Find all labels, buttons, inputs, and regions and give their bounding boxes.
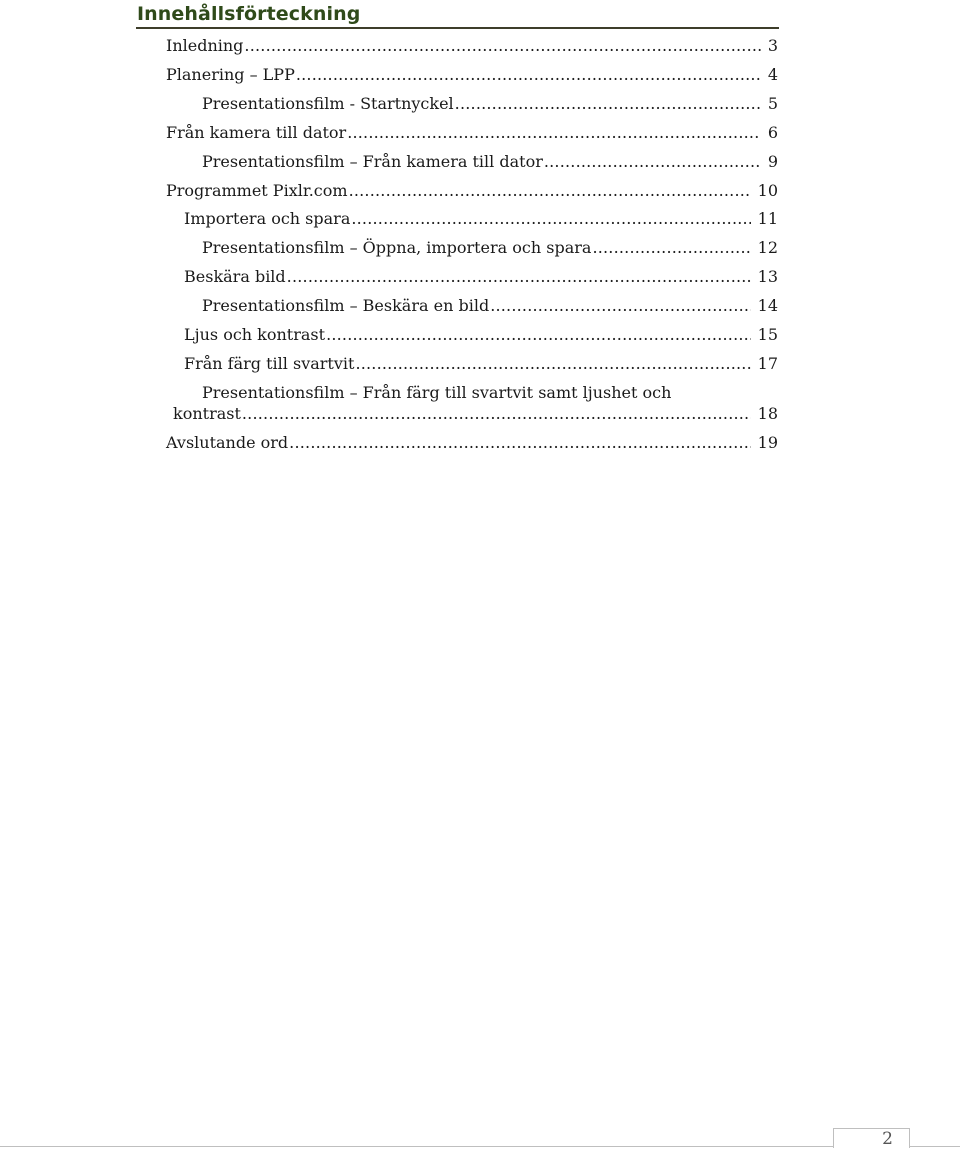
- toc-entry-beskara-bild[interactable]: [184, 266, 778, 288]
- dot-leader: [326, 324, 751, 346]
- heading-underline: [136, 27, 779, 29]
- toc-entry-page: 6: [767, 123, 778, 142]
- toc-entry-page: 19: [757, 433, 778, 452]
- toc-entry-ljus-och-kontrast[interactable]: [184, 324, 778, 346]
- dot-leader: [244, 35, 760, 57]
- toc-heading: Innehållsförteckning: [137, 3, 361, 25]
- dot-leader: [347, 122, 761, 144]
- dot-leader: [296, 64, 761, 86]
- toc-entry-title: Från kamera till dator: [166, 123, 347, 142]
- toc-entry-page: 14: [757, 296, 778, 315]
- toc-entry-title: Presentationsfilm – Öppna, importera och spara: [202, 238, 592, 257]
- toc-entry-title-line1[interactable]: Presentationsfilm – Från färg till svartvit samt ljushet och: [202, 383, 672, 402]
- toc-entry-fran-kamera-till-dator[interactable]: [166, 122, 778, 144]
- toc-entry-presentationsfilm-startnyckel[interactable]: [202, 93, 778, 115]
- toc-entry-programmet-pixlr[interactable]: [166, 180, 778, 202]
- toc-entry-page: 13: [757, 267, 778, 286]
- toc-entry-presentationsfilm-oppna[interactable]: [202, 237, 778, 259]
- toc-entry-presentationsfilm-fran-kamera[interactable]: [202, 151, 778, 173]
- toc-entry-presentationsfilm-farg-svartvit[interactable]: [173, 403, 778, 425]
- dot-leader: [289, 432, 750, 454]
- toc-entry-title: Presentationsfilm – Beskära en bild: [202, 296, 490, 315]
- dot-leader: [592, 237, 750, 259]
- toc-entry-page: 11: [757, 209, 778, 228]
- footer-rule: [0, 1146, 960, 1147]
- dot-leader: [287, 266, 751, 288]
- toc-entry-inledning[interactable]: [166, 35, 778, 57]
- toc-entry-title: Programmet Pixlr.com: [166, 181, 348, 200]
- toc-entry-title: Importera och spara: [184, 209, 351, 228]
- toc-entry-title: Presentationsfilm - Startnyckel: [202, 94, 454, 113]
- dot-leader: [355, 353, 750, 375]
- page-number-box: [833, 1128, 910, 1148]
- toc-entry-avslutande-ord[interactable]: [166, 432, 778, 454]
- toc-entry-page: 4: [767, 65, 778, 84]
- toc-entry-page: 15: [757, 325, 778, 344]
- toc-entry-planering-lpp[interactable]: [166, 64, 778, 86]
- toc-entry-title: Avslutande ord: [166, 433, 289, 452]
- toc-entry-title: Presentationsfilm – Från kamera till dator: [202, 152, 543, 171]
- toc-entry-title: Från färg till svartvit: [184, 354, 355, 373]
- toc-entry-title: kontrast: [173, 404, 241, 423]
- toc-entry-fran-farg-till-svartvit[interactable]: [184, 353, 778, 375]
- dot-leader: [349, 180, 751, 202]
- dot-leader: [242, 403, 751, 425]
- toc-entry-page: 9: [767, 152, 778, 171]
- toc-entry-page: 17: [757, 354, 778, 373]
- dot-leader: [351, 208, 750, 230]
- toc-entry-title: Planering – LPP: [166, 65, 295, 84]
- toc-entry-presentationsfilm-beskara[interactable]: [202, 295, 778, 317]
- toc-entry-page: 12: [757, 238, 778, 257]
- dot-leader: [544, 151, 761, 173]
- page-number: 2: [882, 1129, 893, 1149]
- toc-entry-page: 5: [767, 94, 778, 113]
- toc-entry-page: 3: [767, 36, 778, 55]
- toc-entry-page: 18: [757, 404, 778, 423]
- toc-entry-title: Inledning: [166, 36, 244, 55]
- dot-leader: [455, 93, 761, 115]
- toc-entry-title: Ljus och kontrast: [184, 325, 326, 344]
- dot-leader: [490, 295, 750, 317]
- toc-entry-title: Beskära bild: [184, 267, 286, 286]
- toc-entry-page: 10: [757, 181, 778, 200]
- toc-entry-importera-och-spara[interactable]: [184, 208, 778, 230]
